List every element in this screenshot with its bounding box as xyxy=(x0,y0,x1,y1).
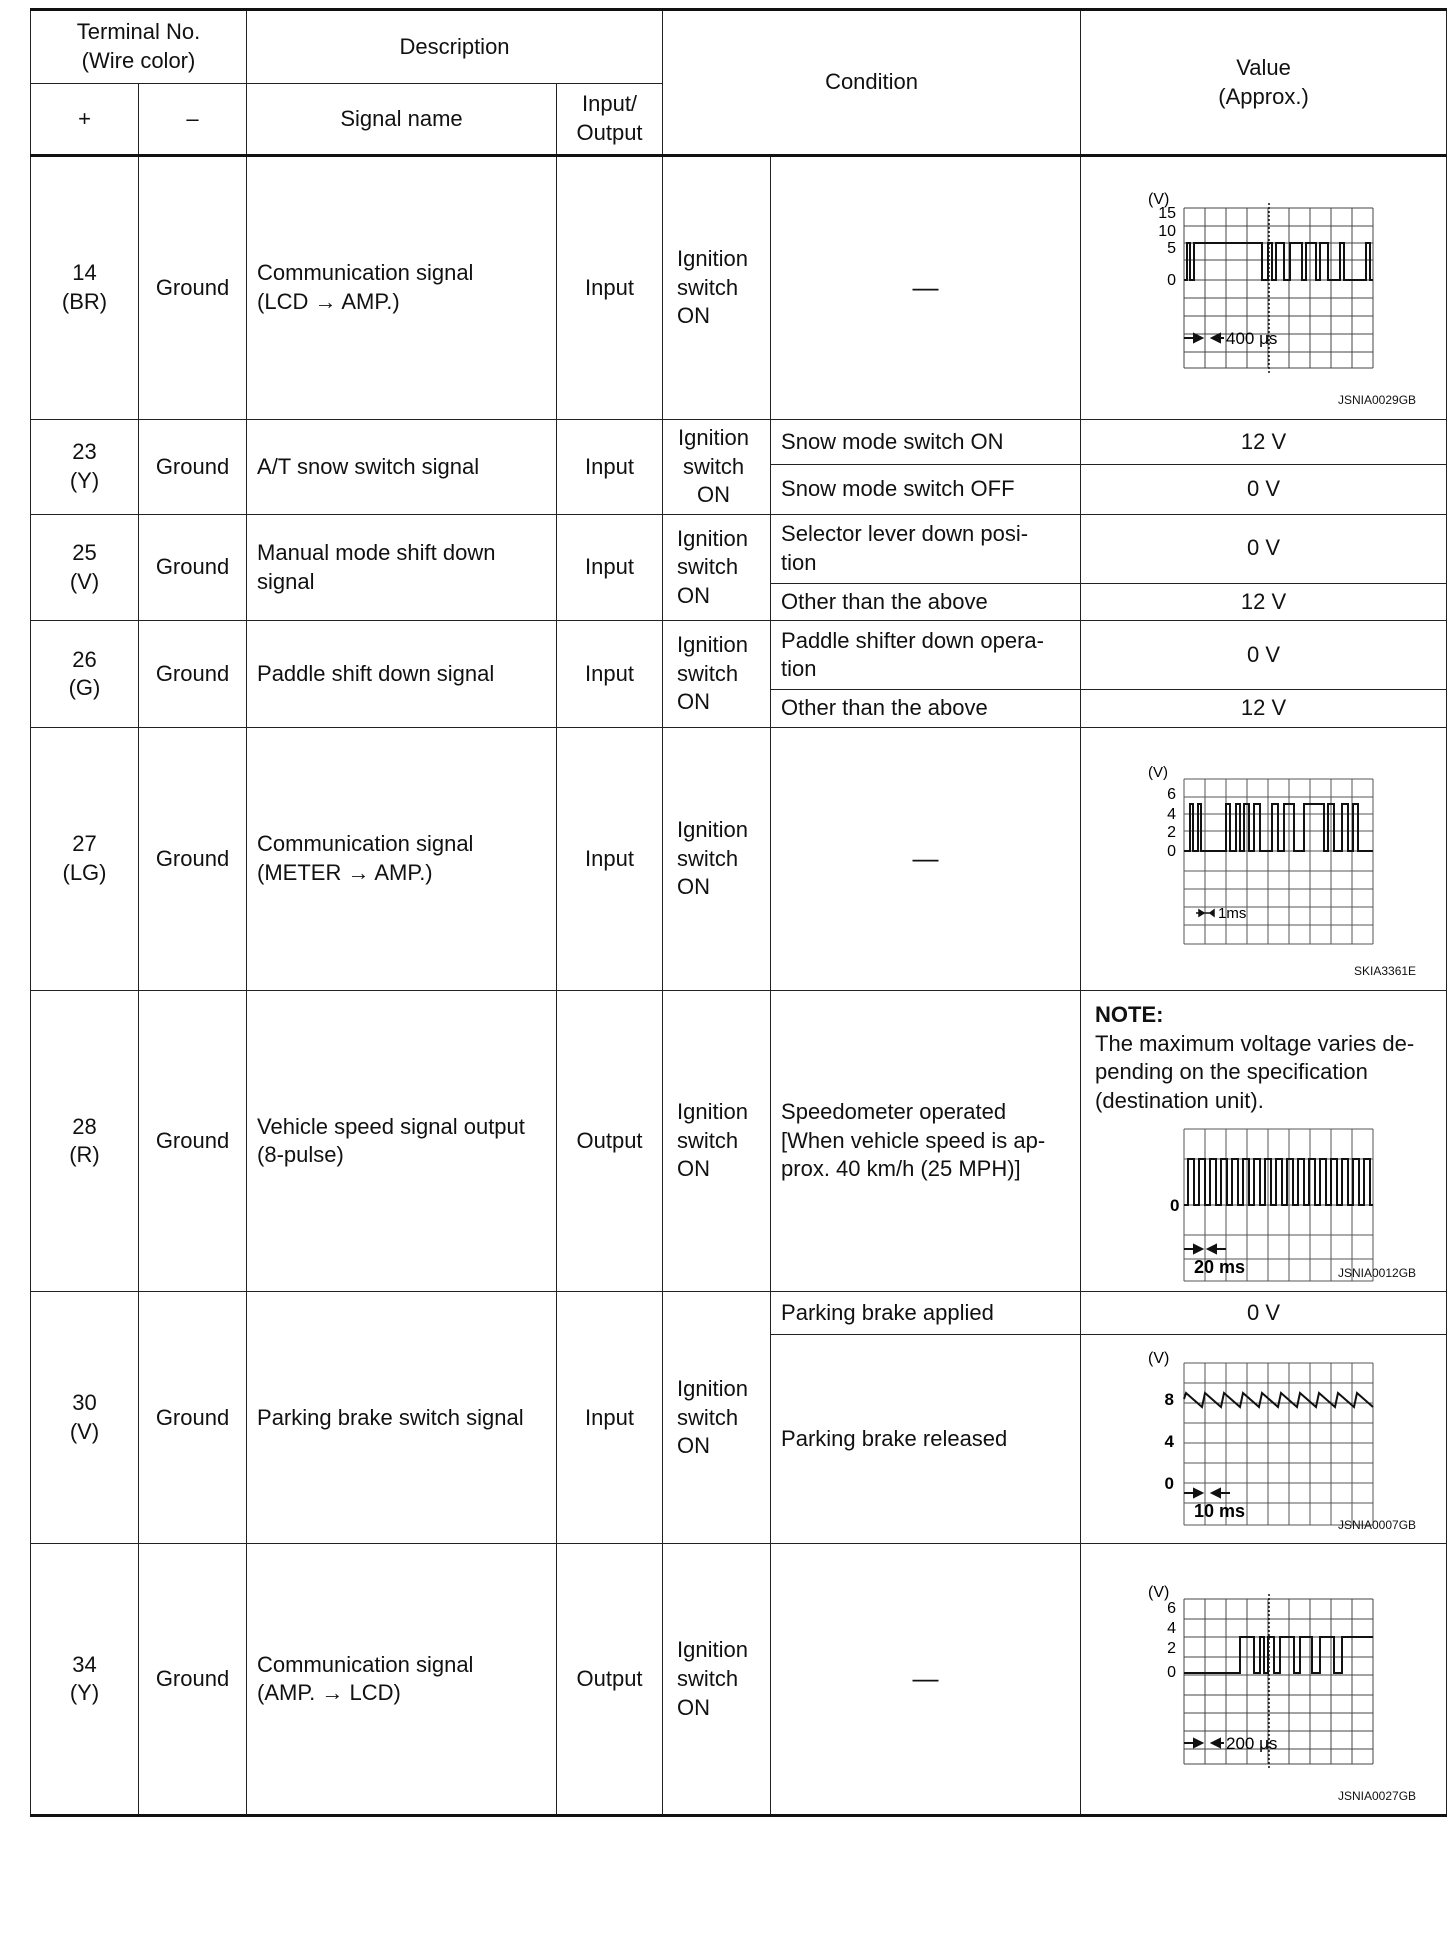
ign-3: ON xyxy=(697,482,731,508)
header-row-1 xyxy=(31,10,1447,84)
ign-1: Ignition xyxy=(678,425,749,450)
figure-code: JSNIA0007GB xyxy=(1338,1517,1417,1532)
ign-3: ON xyxy=(677,1156,711,1182)
ign-3: ON xyxy=(677,582,711,608)
io-cell: Input xyxy=(557,621,663,728)
ign-1: Ignition xyxy=(677,632,748,658)
minus-cell: Ground xyxy=(139,420,247,515)
ign-3: ON xyxy=(677,1433,711,1459)
terminal-number: 30 xyxy=(72,1390,97,1416)
value-cell: 0 V xyxy=(1081,465,1447,515)
y-tick: 0 xyxy=(1164,1474,1174,1494)
ign-1: Ignition xyxy=(677,246,748,272)
header-plus: + xyxy=(31,84,139,156)
condition-line: prox. 40 km/h (25 MPH)] xyxy=(781,1156,1021,1182)
value-cell: 0 V xyxy=(1081,1292,1447,1335)
terminal-cell xyxy=(31,990,139,1291)
io-cell: Input xyxy=(557,514,663,621)
y-tick: 0 xyxy=(1166,272,1176,289)
condition-cell xyxy=(771,514,1081,583)
signal-name: Manual mode shift down xyxy=(257,539,496,565)
condition-line: tion xyxy=(781,549,817,575)
header-approx-label: (Approx.) xyxy=(1218,83,1309,109)
header-signal-name: Signal name xyxy=(247,84,557,156)
header-value-label: Value xyxy=(1236,54,1291,80)
waveform-cell xyxy=(1081,727,1447,990)
minus-cell: Ground xyxy=(139,1544,247,1816)
condition-line: tion xyxy=(781,656,817,682)
io-cell: Input xyxy=(557,420,663,515)
table-row xyxy=(31,514,1447,583)
ign-2: switch xyxy=(682,453,745,479)
value-cell: 0 V xyxy=(1081,621,1447,690)
wire-color: (Y) xyxy=(69,467,100,493)
io-cell: Input xyxy=(557,727,663,990)
signal-name-detail: (METER → AMP.) xyxy=(257,859,433,885)
y-tick: 6 xyxy=(1166,1600,1176,1618)
table-row xyxy=(31,1544,1447,1816)
time-scale-label: 400 μs xyxy=(1225,329,1277,348)
figure-code: SKIA3361E xyxy=(1354,964,1417,979)
y-tick: 0 xyxy=(1166,842,1176,860)
header-terminal-label: Terminal No. xyxy=(76,19,201,45)
ignition-cell xyxy=(663,621,771,728)
y-tick: 4 xyxy=(1166,805,1176,823)
condition-cell: — xyxy=(771,727,1081,990)
signal-cell: Paddle shift down signal xyxy=(247,621,557,728)
ign-2: switch xyxy=(677,660,739,686)
ign-2: switch xyxy=(677,554,739,580)
waveform-cell xyxy=(1081,1544,1447,1816)
signal-name: Communication signal xyxy=(257,1651,474,1677)
minus-cell: Ground xyxy=(139,621,247,728)
y-axis-label: (V) xyxy=(1147,1350,1169,1368)
condition-cell: Parking brake released xyxy=(771,1335,1081,1544)
waveform-cell xyxy=(1081,156,1447,420)
y-tick: 4 xyxy=(1166,1620,1176,1638)
signal-cell xyxy=(247,727,557,990)
y-tick: 6 xyxy=(1166,785,1176,803)
terminal-cell xyxy=(31,514,139,621)
signal-cell: A/T snow switch signal xyxy=(247,420,557,515)
ign-2: switch xyxy=(677,1404,739,1430)
ignition-cell xyxy=(663,420,771,515)
ign-2: switch xyxy=(677,1666,739,1692)
ign-1: Ignition xyxy=(677,1637,748,1663)
table-row xyxy=(31,621,1447,690)
header-value xyxy=(1081,10,1447,156)
ign-2: switch xyxy=(677,1127,739,1153)
ign-3: ON xyxy=(677,303,711,329)
note-line: (destination unit). xyxy=(1095,1087,1264,1113)
wire-color: (R) xyxy=(69,1142,100,1168)
terminal-number: 26 xyxy=(72,646,97,672)
condition-cell: Snow mode switch OFF xyxy=(771,465,1081,515)
figure-code: JSNIA0012GB xyxy=(1338,1265,1417,1280)
wire-color: (LG) xyxy=(62,859,107,885)
ignition-cell xyxy=(663,1544,771,1816)
io-cell: Output xyxy=(557,990,663,1291)
ign-1: Ignition xyxy=(677,1099,748,1125)
condition-cell: Other than the above xyxy=(771,583,1081,621)
ign-1: Ignition xyxy=(677,1375,748,1401)
wire-color: (Y) xyxy=(69,1680,100,1706)
signal-cell xyxy=(247,990,557,1291)
y-tick: 8 xyxy=(1164,1390,1174,1410)
waveform-parking-brake xyxy=(1144,1349,1384,1529)
figure-code: JSNIA0027GB xyxy=(1338,1788,1417,1803)
y-tick: 0 xyxy=(1169,1196,1180,1216)
terminal-table xyxy=(30,8,1447,1817)
wire-color: (BR) xyxy=(61,289,108,314)
signal-name-detail: (LCD → AMP.) xyxy=(257,289,400,314)
value-cell: 12 V xyxy=(1081,583,1447,621)
condition-cell: — xyxy=(771,1544,1081,1816)
terminal-number: 28 xyxy=(72,1113,97,1139)
y-axis-label: (V) xyxy=(1147,191,1169,208)
table-row xyxy=(31,156,1447,420)
header-terminal xyxy=(31,10,247,84)
time-scale-label: 10 ms xyxy=(1193,1501,1245,1522)
note-block xyxy=(1081,991,1446,1115)
io-cell: Output xyxy=(557,1544,663,1816)
signal-cell xyxy=(247,156,557,420)
minus-cell: Ground xyxy=(139,514,247,621)
ign-3: ON xyxy=(677,874,711,900)
condition-cell xyxy=(771,621,1081,690)
wire-color: (V) xyxy=(69,568,100,594)
time-scale-label: 1ms xyxy=(1217,904,1246,922)
ignition-cell xyxy=(663,1292,771,1544)
waveform-lcd-amp xyxy=(1144,188,1384,388)
condition-line: Selector lever down posi- xyxy=(781,521,1029,547)
ign-1: Ignition xyxy=(677,817,748,843)
signal-name-detail: (8-pulse) xyxy=(257,1142,344,1168)
signal-cell: Parking brake switch signal xyxy=(247,1292,557,1544)
minus-cell: Ground xyxy=(139,990,247,1291)
condition-line: [When vehicle speed is ap- xyxy=(781,1127,1046,1153)
io-cell: Input xyxy=(557,1292,663,1544)
io-cell: Input xyxy=(557,156,663,420)
value-cell: 12 V xyxy=(1081,420,1447,465)
table-row xyxy=(31,420,1447,465)
ign-3: ON xyxy=(677,1694,711,1720)
signal-name-detail: (AMP. → LCD) xyxy=(257,1680,401,1706)
ign-2: switch xyxy=(677,845,739,871)
condition-cell xyxy=(771,990,1081,1291)
condition-cell: — xyxy=(771,156,1081,420)
wire-color: (G) xyxy=(68,675,101,701)
header-wire-color-label: (Wire color) xyxy=(81,48,196,73)
waveform-amp-lcd xyxy=(1144,1579,1384,1779)
y-tick: 0 xyxy=(1166,1664,1176,1682)
minus-cell: Ground xyxy=(139,156,247,420)
terminal-number: 23 xyxy=(72,439,97,465)
signal-name-detail: signal xyxy=(257,568,315,594)
header-io-label-1: Input/ xyxy=(582,91,638,117)
waveform-meter-amp xyxy=(1144,759,1384,959)
terminal-cell xyxy=(31,156,139,420)
header-minus: – xyxy=(139,84,247,156)
minus-cell: Ground xyxy=(139,1292,247,1544)
terminal-number: 14 xyxy=(72,260,97,286)
y-tick: 2 xyxy=(1166,1640,1176,1658)
terminal-number: 25 xyxy=(72,539,97,565)
header-description: Description xyxy=(247,10,663,84)
y-tick: 5 xyxy=(1166,240,1176,257)
terminal-cell xyxy=(31,420,139,515)
signal-name: Vehicle speed signal output xyxy=(257,1113,525,1139)
wire-color: (V) xyxy=(69,1418,100,1444)
table-row xyxy=(31,990,1447,1291)
condition-line: Speedometer operated xyxy=(781,1099,1007,1125)
note-line: The maximum voltage varies de- xyxy=(1095,1030,1415,1056)
terminal-number: 34 xyxy=(72,1651,97,1677)
time-scale-label: 20 ms xyxy=(1193,1257,1245,1278)
y-tick: 10 xyxy=(1157,223,1176,240)
note-line: pending on the specification xyxy=(1095,1059,1368,1085)
value-cell: 12 V xyxy=(1081,690,1447,728)
signal-cell xyxy=(247,1544,557,1816)
y-tick: 15 xyxy=(1157,205,1176,222)
header-io-label-2: Output xyxy=(576,120,643,145)
header-condition: Condition xyxy=(663,10,1081,156)
y-tick: 4 xyxy=(1164,1432,1174,1452)
condition-cell: Snow mode switch ON xyxy=(771,420,1081,465)
header-input-output xyxy=(557,84,663,156)
figure-code: JSNIA0029GB xyxy=(1338,393,1417,408)
ign-3: ON xyxy=(677,689,711,715)
ignition-cell xyxy=(663,990,771,1291)
signal-name: Communication signal xyxy=(257,260,474,286)
terminal-cell xyxy=(31,1544,139,1816)
condition-line: Paddle shifter down opera- xyxy=(781,627,1044,653)
table-row xyxy=(31,1292,1447,1335)
waveform-cell xyxy=(1081,1335,1447,1544)
y-tick: 2 xyxy=(1166,823,1176,841)
signal-name: Communication signal xyxy=(257,831,474,857)
time-scale-label: 200 μs xyxy=(1225,1734,1277,1754)
table-row xyxy=(31,727,1447,990)
minus-cell: Ground xyxy=(139,727,247,990)
terminal-cell xyxy=(31,1292,139,1544)
waveform-cell xyxy=(1081,990,1447,1291)
value-cell: 0 V xyxy=(1081,514,1447,583)
ignition-cell xyxy=(663,514,771,621)
signal-cell xyxy=(247,514,557,621)
condition-cell: Parking brake applied xyxy=(771,1292,1081,1335)
note-title: NOTE: xyxy=(1095,1001,1164,1027)
terminal-number: 27 xyxy=(72,831,97,857)
condition-cell: Other than the above xyxy=(771,690,1081,728)
y-axis-label: (V) xyxy=(1147,763,1168,781)
ign-1: Ignition xyxy=(677,525,748,551)
y-axis-label: (V) xyxy=(1147,1584,1169,1602)
terminal-cell xyxy=(31,727,139,990)
terminal-cell xyxy=(31,621,139,728)
ign-2: switch xyxy=(677,274,739,300)
ignition-cell xyxy=(663,156,771,420)
ignition-cell xyxy=(663,727,771,990)
